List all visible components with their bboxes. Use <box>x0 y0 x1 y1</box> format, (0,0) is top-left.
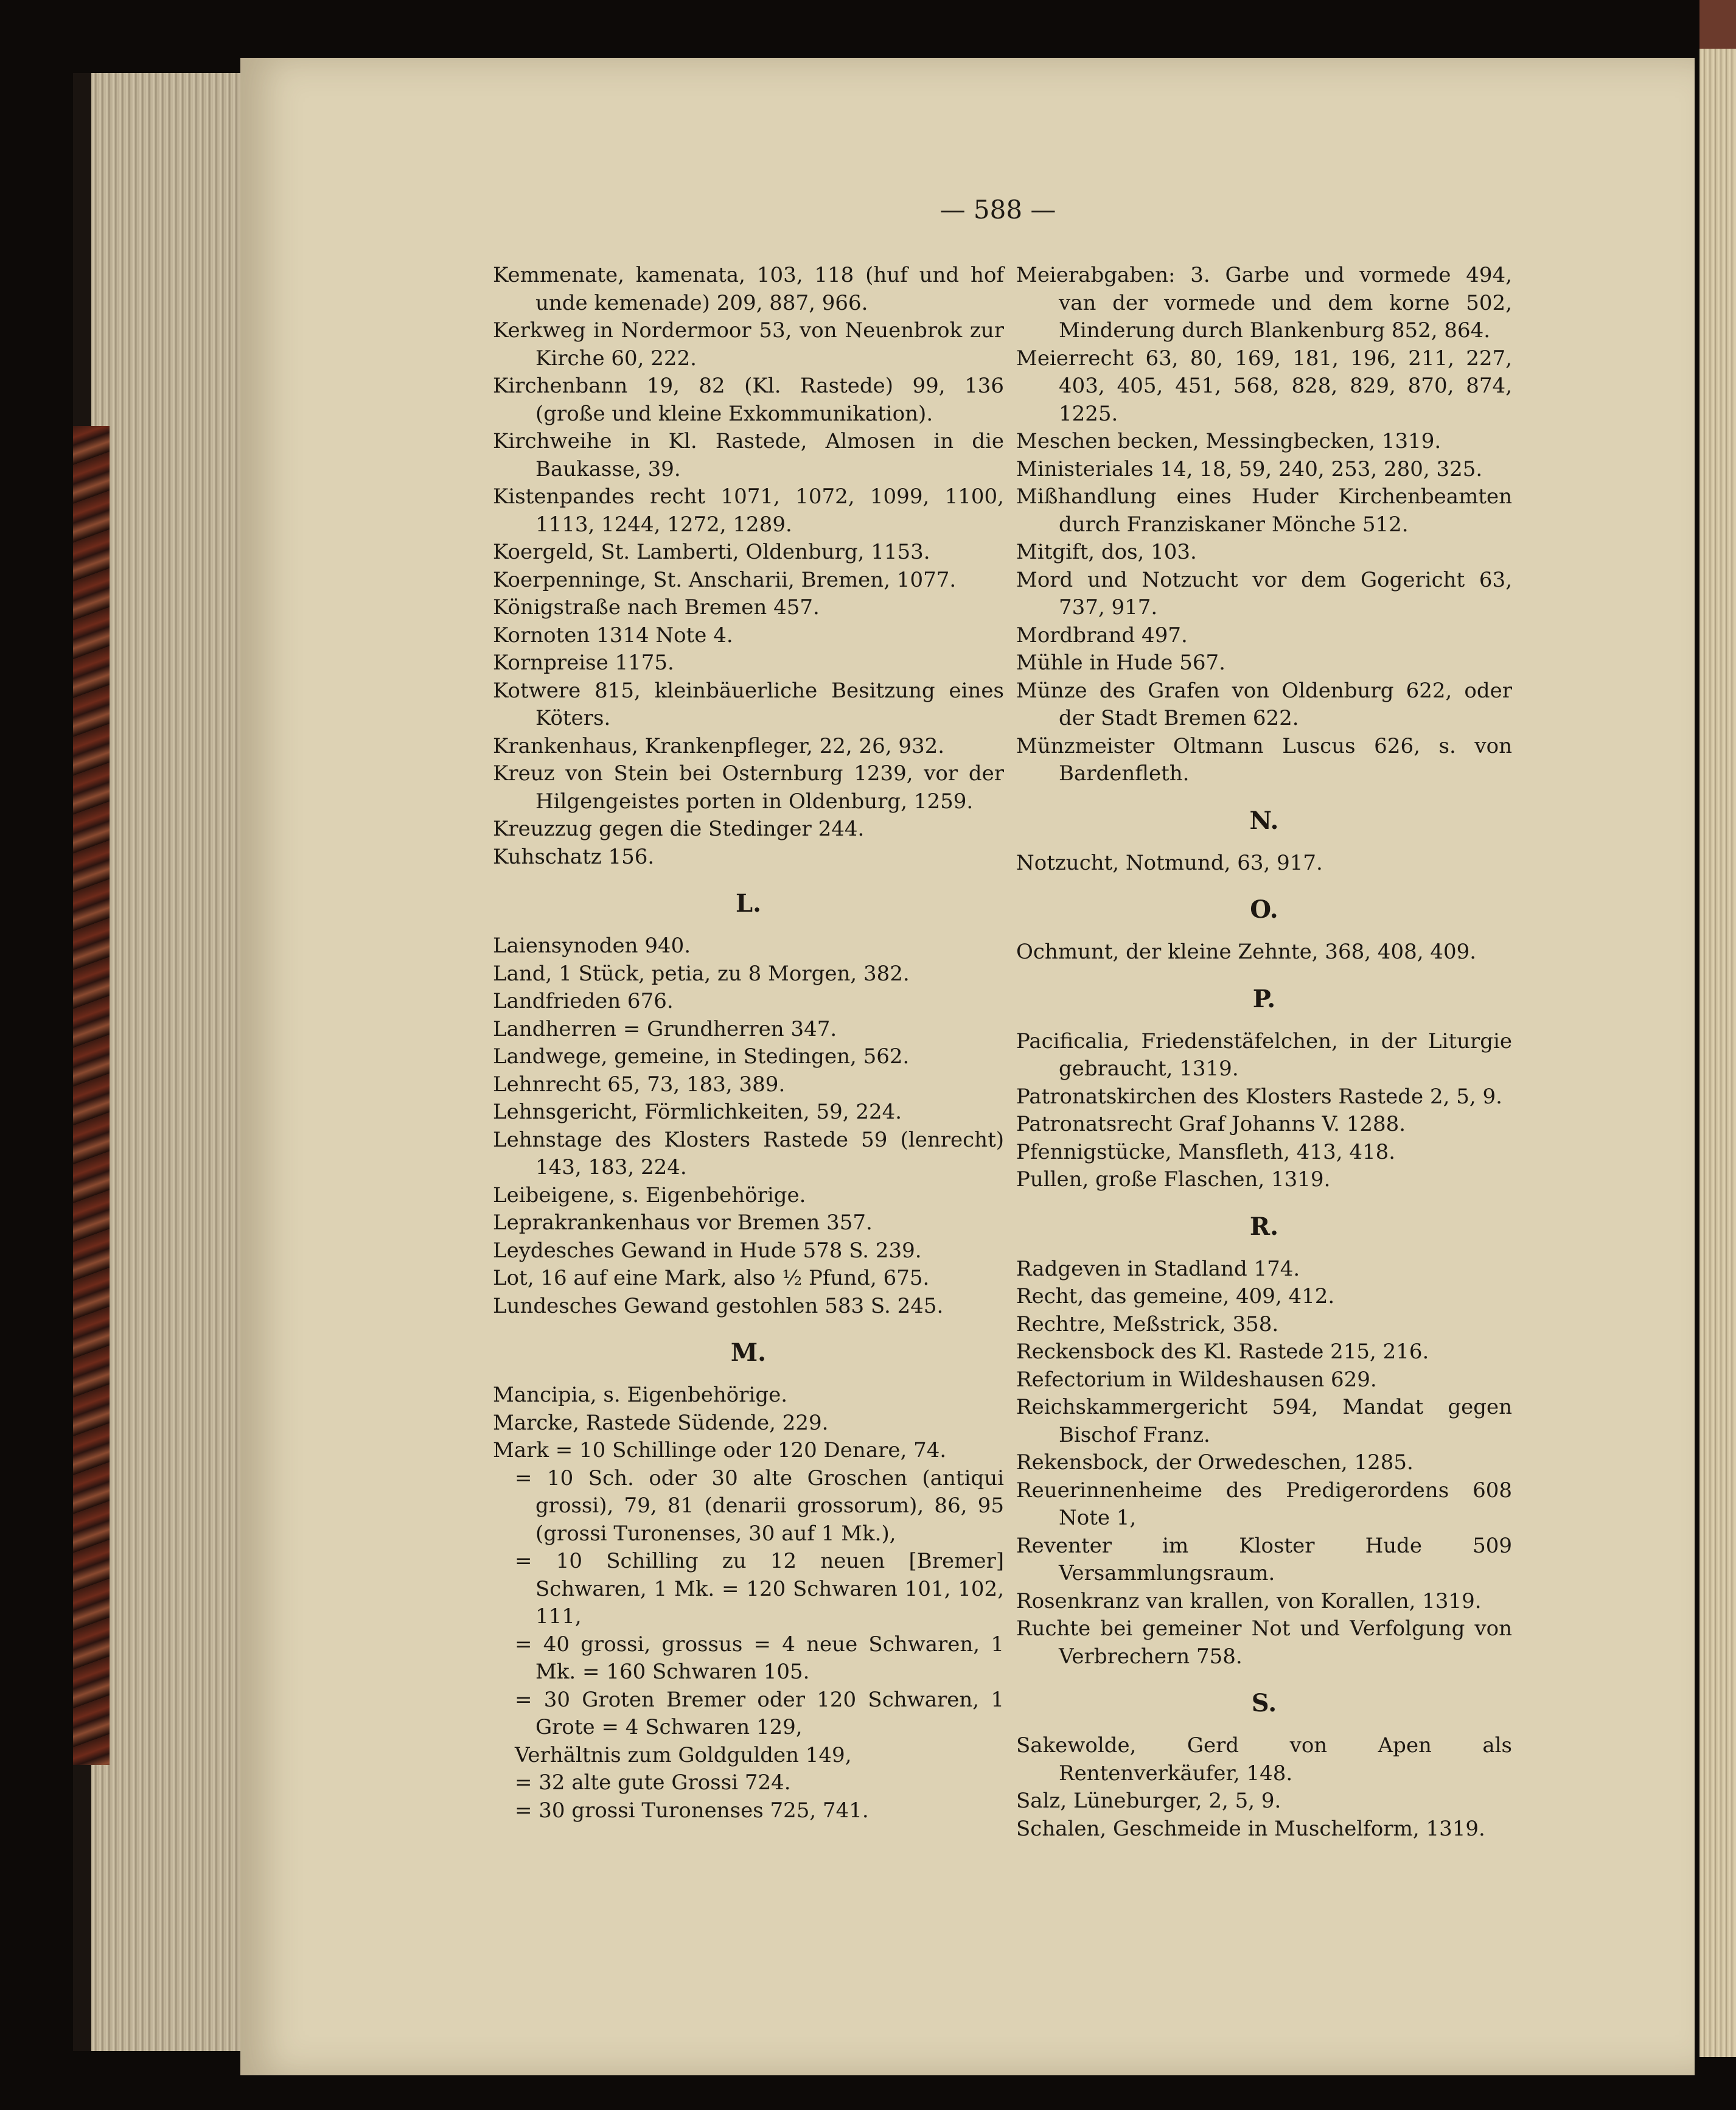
index-entry: Salz, Lüneburger, 2, 5, 9. <box>1016 1789 1281 1813</box>
index-entry: Koerpenninge, St. Anscharii, Bremen, 1077. <box>493 567 957 592</box>
index-entry: Münzmeister Oltmann Luscus 626, s. von Bardenfleth. <box>1016 733 1512 786</box>
index-entry: Lundesches Gewand gestohlen 583 S. 245. <box>493 1293 944 1318</box>
index-entry: Kuhschatz 156. <box>493 844 655 869</box>
index-entry: Pacificalia, Friedenstäfelchen, in der Liturgie gebraucht, 1319. <box>1016 1029 1512 1081</box>
index-entry: Meierabgaben: 3. Garbe und vormede 494, van der vormede und dem korne 502, Minderung durch Blankenburg 852, 864. <box>1016 263 1512 343</box>
index-column-right <box>1016 262 1512 1843</box>
index-entry: Reventer im Kloster Hude 509 Versammlungsraum. <box>1016 1533 1512 1585</box>
index-entry: Land, 1 Stück, petia, zu 8 Morgen, 382. <box>493 961 910 986</box>
index-entry: Münze des Grafen von Oldenburg 622, oder der Stadt Bremen 622. <box>1016 678 1512 730</box>
index-column-left <box>493 262 1004 1825</box>
index-subentry: = 10 Schilling zu 12 neuen [Bremer] Schwaren, 1 Mk. = 120 Schwaren 101, 102, 111, <box>515 1549 1004 1629</box>
index-entry: Königstraße nach Bremen 457. <box>493 595 820 620</box>
index-entry: Mordbrand 497. <box>1016 623 1188 648</box>
index-entry: Mark = 10 Schillinge oder 120 Denare, 74. <box>493 1438 947 1462</box>
index-entry: Landherren = Grundherren 347. <box>493 1016 837 1041</box>
index-entry: Lehnstage des Klosters Rastede 59 (lenrecht) 143, 183, 224. <box>493 1127 1004 1179</box>
section-letter: P. <box>1252 984 1276 1013</box>
index-entry: Recht, das gemeine, 409, 412. <box>1016 1284 1335 1308</box>
section-letter: R. <box>1249 1212 1279 1241</box>
index-subentry: = 10 Sch. oder 30 alte Groschen (antiqui grossi), 79, 81 (denarii grossorum), 86, 95 (grossi Turonenses, 30 auf 1 Mk.), <box>515 1465 1004 1546</box>
index-entry: Reichskammergericht 594, Mandat gegen Bischof Franz. <box>1016 1395 1512 1447</box>
index-entry: Sakewolde, Gerd von Apen als Rentenverkäufer, 148. <box>1016 1733 1512 1786</box>
index-entry: Pullen, große Flaschen, 1319. <box>1016 1167 1331 1192</box>
index-entry: Meierrecht 63, 80, 169, 181, 196, 211, 227, 403, 405, 451, 568, 828, 829, 870, 874, 1225. <box>1016 346 1512 426</box>
index-entry: Kotwere 815, kleinbäuerliche Besitzung eines Köters. <box>493 678 1004 730</box>
index-entry: Koergeld, St. Lamberti, Oldenburg, 1153. <box>493 540 930 564</box>
index-entry: Pfennigstücke, Mansfleth, 413, 418. <box>1016 1139 1396 1164</box>
index-entry: Rechtre, Meßstrick, 358. <box>1016 1312 1279 1336</box>
index-entry: Kornpreise 1175. <box>493 651 674 675</box>
index-entry: Kemmenate, kamenata, 103, 118 (huf und hof unde kemenade) 209, 887, 966. <box>493 263 1004 315</box>
page-number: — 588 — <box>939 195 1056 225</box>
index-entry: Reckensbock des Kl. Rastede 215, 216. <box>1016 1340 1429 1364</box>
index-entry: Ochmunt, der kleine Zehnte, 368, 408, 409. <box>1016 940 1477 964</box>
index-entry: Rekensbock, der Orwedeschen, 1285. <box>1016 1450 1414 1475</box>
index-entry: Patronatskirchen des Klosters Rastede 2, 5, 9. <box>1016 1084 1502 1109</box>
index-entry: Kreuzzug gegen die Stedinger 244. <box>493 817 865 841</box>
section-letter: N. <box>1249 806 1279 835</box>
index-entry: Mitgift, dos, 103. <box>1016 540 1197 564</box>
index-entry: Landwege, gemeine, in Stedingen, 562. <box>493 1044 910 1069</box>
index-entry: Kirchweihe in Kl. Rastede, Almosen in die Baukasse, 39. <box>493 429 1004 481</box>
section-letter: S. <box>1251 1689 1277 1717</box>
index-entry: Reuerinnenheime des Predigerordens 608 Note 1, <box>1016 1478 1512 1530</box>
index-entry: Refectorium in Wildeshausen 629. <box>1016 1367 1377 1392</box>
index-subentry: Verhältnis zum Goldgulden 149, <box>515 1742 852 1767</box>
marbled-edge <box>73 426 110 1765</box>
index-entry: Ruchte bei gemeiner Not und Verfolgung von Verbrechern 758. <box>1016 1616 1512 1669</box>
index-entry: Lot, 16 auf eine Mark, also ½ Pfund, 675. <box>493 1266 930 1290</box>
index-entry: Ministeriales 14, 18, 59, 240, 253, 280, 325. <box>1016 456 1483 481</box>
index-entry: Lehnsgericht, Förmlichkeiten, 59, 224. <box>493 1100 902 1124</box>
index-subentry: = 30 Groten Bremer oder 120 Schwaren, 1 Grote = 4 Schwaren 129, <box>515 1687 1004 1739</box>
index-entry: Leibeigene, s. Eigenbehörige. <box>493 1183 806 1207</box>
index-entry: Meschen becken, Messingbecken, 1319. <box>1016 429 1441 453</box>
corner-tab <box>1699 0 1736 49</box>
index-entry: Kerkweg in Nordermoor 53, von Neuenbrok zur Kirche 60, 222. <box>493 318 1004 371</box>
index-entry: Kreuz von Stein bei Osternburg 1239, vor der Hilgengeistes porten in Oldenburg, 1259. <box>493 761 1004 814</box>
index-entry: Laiensynoden 940. <box>493 934 691 958</box>
section-letter: L. <box>735 889 762 918</box>
index-entry: Leydesches Gewand in Hude 578 S. 239. <box>493 1238 922 1263</box>
index-entry: Krankenhaus, Krankenpfleger, 22, 26, 932. <box>493 733 945 758</box>
section-letter: M. <box>730 1338 767 1367</box>
index-entry: Notzucht, Notmund, 63, 917. <box>1016 850 1323 875</box>
index-entry: Rosenkranz van krallen, von Korallen, 1319. <box>1016 1588 1482 1613</box>
right-page-edges <box>1699 49 1736 2057</box>
index-entry: Kirchenbann 19, 82 (Kl. Rastede) 99, 136 (große und kleine Exkommunikation). <box>493 374 1004 426</box>
index-entry: Lehnrecht 65, 73, 183, 389. <box>493 1072 786 1097</box>
index-entry: Mühle in Hude 567. <box>1016 651 1225 675</box>
index-entry: Radgeven in Stadland 174. <box>1016 1256 1300 1281</box>
index-subentry: = 32 alte gute Grossi 724. <box>515 1770 791 1795</box>
index-entry: Mord und Notzucht vor dem Gogericht 63, 737, 917. <box>1016 567 1512 620</box>
index-subentry: = 40 grossi, grossus = 4 neue Schwaren, 1 Mk. = 160 Schwaren 105. <box>515 1632 1004 1684</box>
index-entry: Kistenpandes recht 1071, 1072, 1099, 1100, 1113, 1244, 1272, 1289. <box>493 484 1004 537</box>
section-letter: O. <box>1250 895 1278 924</box>
index-entry: Landfrieden 676. <box>493 989 674 1013</box>
index-entry: Kornoten 1314 Note 4. <box>493 623 733 648</box>
index-entry: Mancipia, s. Eigenbehörige. <box>493 1383 788 1407</box>
index-entry: Leprakrankenhaus vor Bremen 357. <box>493 1210 873 1235</box>
index-entry: Marcke, Rastede Südende, 229. <box>493 1410 829 1435</box>
index-entry: Schalen, Geschmeide in Muschelform, 1319. <box>1016 1816 1485 1841</box>
index-subentry: = 30 grossi Turonenses 725, 741. <box>515 1798 869 1823</box>
index-entry: Mißhandlung eines Huder Kirchenbeamten durch Franziskaner Mönche 512. <box>1016 484 1512 537</box>
index-entry: Patronatsrecht Graf Johanns V. 1288. <box>1016 1112 1406 1136</box>
